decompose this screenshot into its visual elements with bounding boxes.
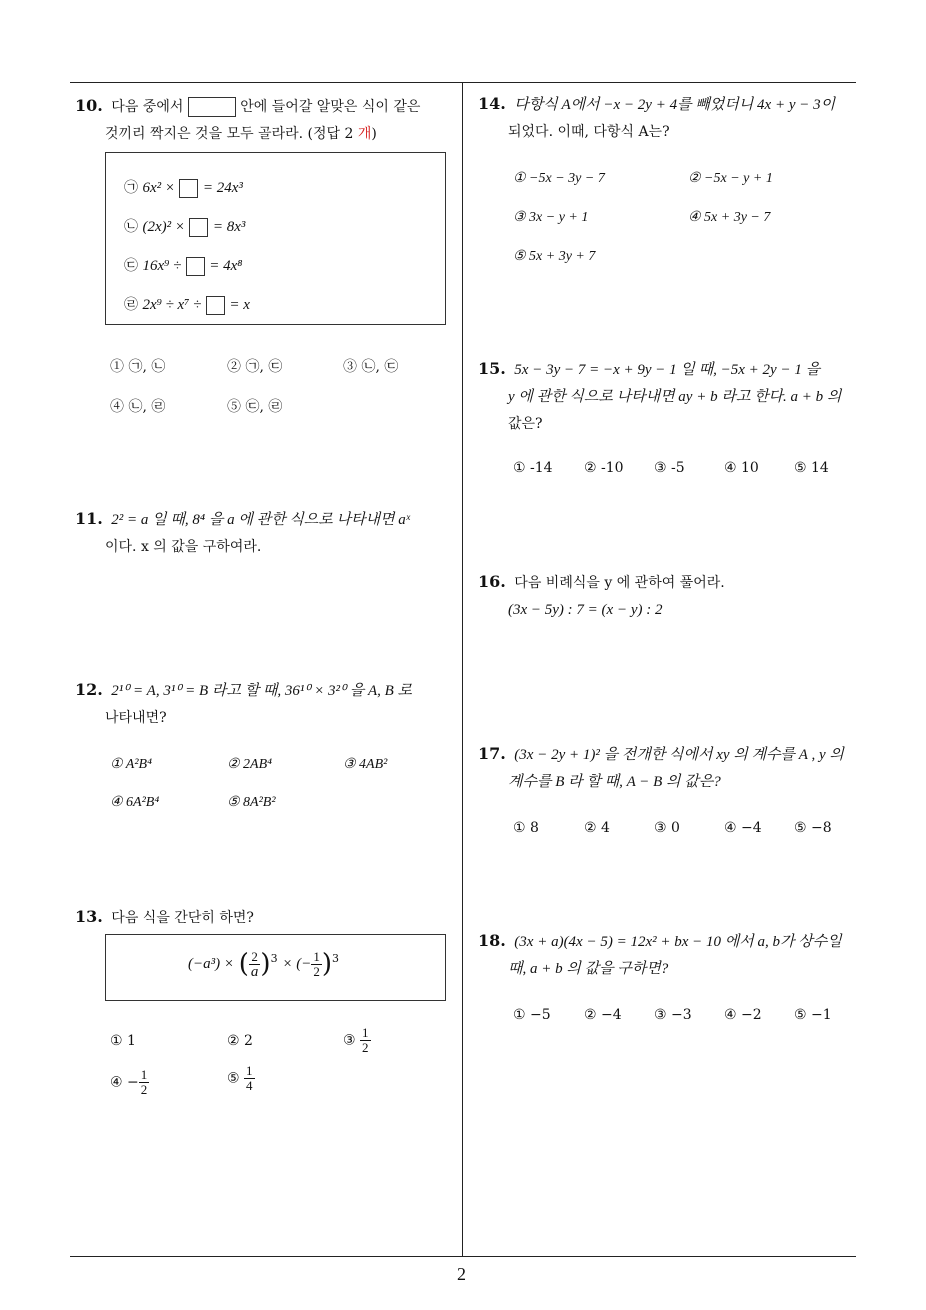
- option-5[interactable]: ⑤ 14: [794, 460, 829, 476]
- option-5[interactable]: ⑤ −1: [794, 1007, 832, 1023]
- question-text: 다음 비례식을 y 에 관하여 풀어라.: [514, 575, 725, 591]
- option-2[interactable]: ② 4: [584, 820, 610, 836]
- option-3[interactable]: ③ 3x − y + 1: [513, 210, 589, 225]
- option-1[interactable]: ① −5x − 3y − 7: [513, 171, 605, 186]
- question-text: 2¹⁰ = A, 3¹⁰ = B 라고 할 때, 36¹⁰ × 3²⁰ 을 A, B 로: [111, 683, 413, 699]
- option-5[interactable]: ⑤ −8: [794, 820, 832, 836]
- option-4[interactable]: ④ ㉡, ㉣: [110, 399, 166, 415]
- option-5[interactable]: ⑤ 5x + 3y + 7: [513, 249, 596, 264]
- question-number: 12.: [75, 680, 103, 699]
- answer-count-highlight: 개: [357, 126, 372, 142]
- question-text: 값은?: [508, 416, 543, 432]
- expression-item: ㉡ (2x)² × = 8x³: [124, 219, 246, 235]
- option-1[interactable]: ① A²B⁴: [110, 757, 152, 772]
- option-1[interactable]: ① -14: [513, 460, 553, 476]
- option-3[interactable]: ③ −3: [654, 1007, 692, 1023]
- question-text: 되었다. 이때, 다항식 A는?: [508, 124, 670, 140]
- question-11: [75, 505, 460, 561]
- expression-frame: [105, 152, 446, 325]
- option-4[interactable]: ④ − $\frac{1}{2}$: [110, 1067, 148, 1097]
- question-text: 2² = a 일 때, 8⁴ 을 a 에 관한 식으로 나타내면 aˣ: [111, 512, 410, 528]
- option-3[interactable]: ③ 4AB²: [343, 757, 388, 772]
- question-text: (3x − 2y + 1)² 을 전개한 식에서 xy 의 계수를 A , y 의: [514, 747, 844, 763]
- question-text: 것끼리 짝지은 것을 모두 골라라. (정답 2: [105, 126, 354, 142]
- page-number: 2: [457, 1264, 466, 1284]
- question-text: 이다. x 의 값을 구하여라.: [105, 539, 262, 555]
- question-text: y 에 관한 식으로 나타내면 ay + b 라고 한다. a + b 의: [508, 389, 842, 405]
- expression-item: ㉢ 16x⁹ ÷ = 4x⁸: [124, 258, 243, 274]
- question-number: 16.: [478, 572, 506, 591]
- option-5[interactable]: ⑤ ㉢, ㉣: [227, 399, 283, 415]
- option-3[interactable]: ③ -5: [654, 460, 685, 476]
- question-text: 다음 중에서: [111, 99, 184, 115]
- question-14: [478, 90, 863, 146]
- option-2[interactable]: ② ㉠, ㉢: [227, 359, 283, 375]
- option-3[interactable]: ③ 0: [654, 820, 680, 836]
- column-divider: [462, 82, 463, 1257]
- question-number: 15.: [478, 359, 506, 378]
- question-number: 11.: [75, 509, 103, 528]
- question-13: [75, 903, 460, 932]
- question-text: 다음 식을 간단히 하면?: [111, 910, 254, 926]
- question-number: 18.: [478, 931, 506, 950]
- question-number: 10.: [75, 96, 103, 115]
- option-4[interactable]: ④ −4: [724, 820, 762, 836]
- expression-item: ㉠ 6x² × = 24x³: [124, 180, 243, 196]
- option-4[interactable]: ④ 10: [724, 460, 759, 476]
- option-2[interactable]: ② 2: [227, 1033, 253, 1049]
- question-17: [478, 740, 863, 796]
- option-1[interactable]: ① 8: [513, 820, 539, 836]
- blank-box: [179, 179, 198, 198]
- question-text: 때, a + b 의 값을 구하면?: [508, 961, 669, 977]
- blank-box: [206, 296, 225, 315]
- question-text: 계수를 B 라 할 때, A − B 의 값은?: [508, 774, 721, 790]
- blank-box: [189, 218, 208, 237]
- option-5[interactable]: ⑤ $\frac{1}{4}$: [227, 1063, 253, 1093]
- option-3[interactable]: ③ $\frac{1}{2}$: [343, 1025, 369, 1055]
- blank-box: [186, 257, 205, 276]
- question-number: 13.: [75, 907, 103, 926]
- question-16: [478, 568, 863, 624]
- top-rule: [70, 82, 856, 83]
- option-2[interactable]: ② −5x − y + 1: [688, 171, 773, 186]
- option-4[interactable]: ④ −2: [724, 1007, 762, 1023]
- option-5[interactable]: ⑤ 8A²B²: [227, 795, 276, 810]
- blank-box: [188, 97, 236, 117]
- question-text: 5x − 3y − 7 = −x + 9y − 1 일 때, −5x + 2y − 1 을: [514, 362, 821, 378]
- question-10: 10. 다음 중에서 안에 들어갈 알맞은 식이 같은 것끼리 짝지은 것을 모두 골라라. (정답 2 개): [75, 96, 421, 142]
- proportion-expression: (3x − 5y) : 7 = (x − y) : 2: [508, 602, 663, 618]
- option-2[interactable]: ② 2AB⁴: [227, 757, 273, 772]
- question-number: 14.: [478, 94, 506, 113]
- question-18: [478, 927, 863, 983]
- question-text: (3x + a)(4x − 5) = 12x² + bx − 10 에서 a, b가 상수일: [514, 934, 842, 950]
- option-2[interactable]: ② -10: [584, 460, 624, 476]
- option-4[interactable]: ④ 6A²B⁴: [110, 795, 160, 810]
- question-text: 다항식 A에서 −x − 2y + 4를 빼었더니 4x + y − 3이: [514, 97, 836, 113]
- expression-item: ㉣ 2x⁹ ÷ x⁷ ÷ = x: [124, 297, 250, 313]
- question-text: 나타내면?: [105, 710, 167, 726]
- option-3[interactable]: ③ ㉡, ㉢: [343, 359, 399, 375]
- question-12: [75, 676, 460, 732]
- option-1[interactable]: ① −5: [513, 1007, 551, 1023]
- question-15: [478, 355, 863, 438]
- option-4[interactable]: ④ 5x + 3y − 7: [688, 210, 771, 225]
- question-text: 안에 들어갈 알맞은 식이 같은: [240, 99, 421, 115]
- expression: (−a³) × ( $\frac{2}{a}$ )$^3$ × (− $\frac{1}{2}$ )$^3$: [188, 948, 340, 980]
- option-2[interactable]: ② −4: [584, 1007, 622, 1023]
- expression-frame: [105, 934, 446, 1001]
- question-number: 17.: [478, 744, 506, 763]
- option-1[interactable]: ① ㉠, ㉡: [110, 359, 166, 375]
- option-1[interactable]: ① 1: [110, 1033, 136, 1049]
- bottom-rule: [70, 1256, 856, 1257]
